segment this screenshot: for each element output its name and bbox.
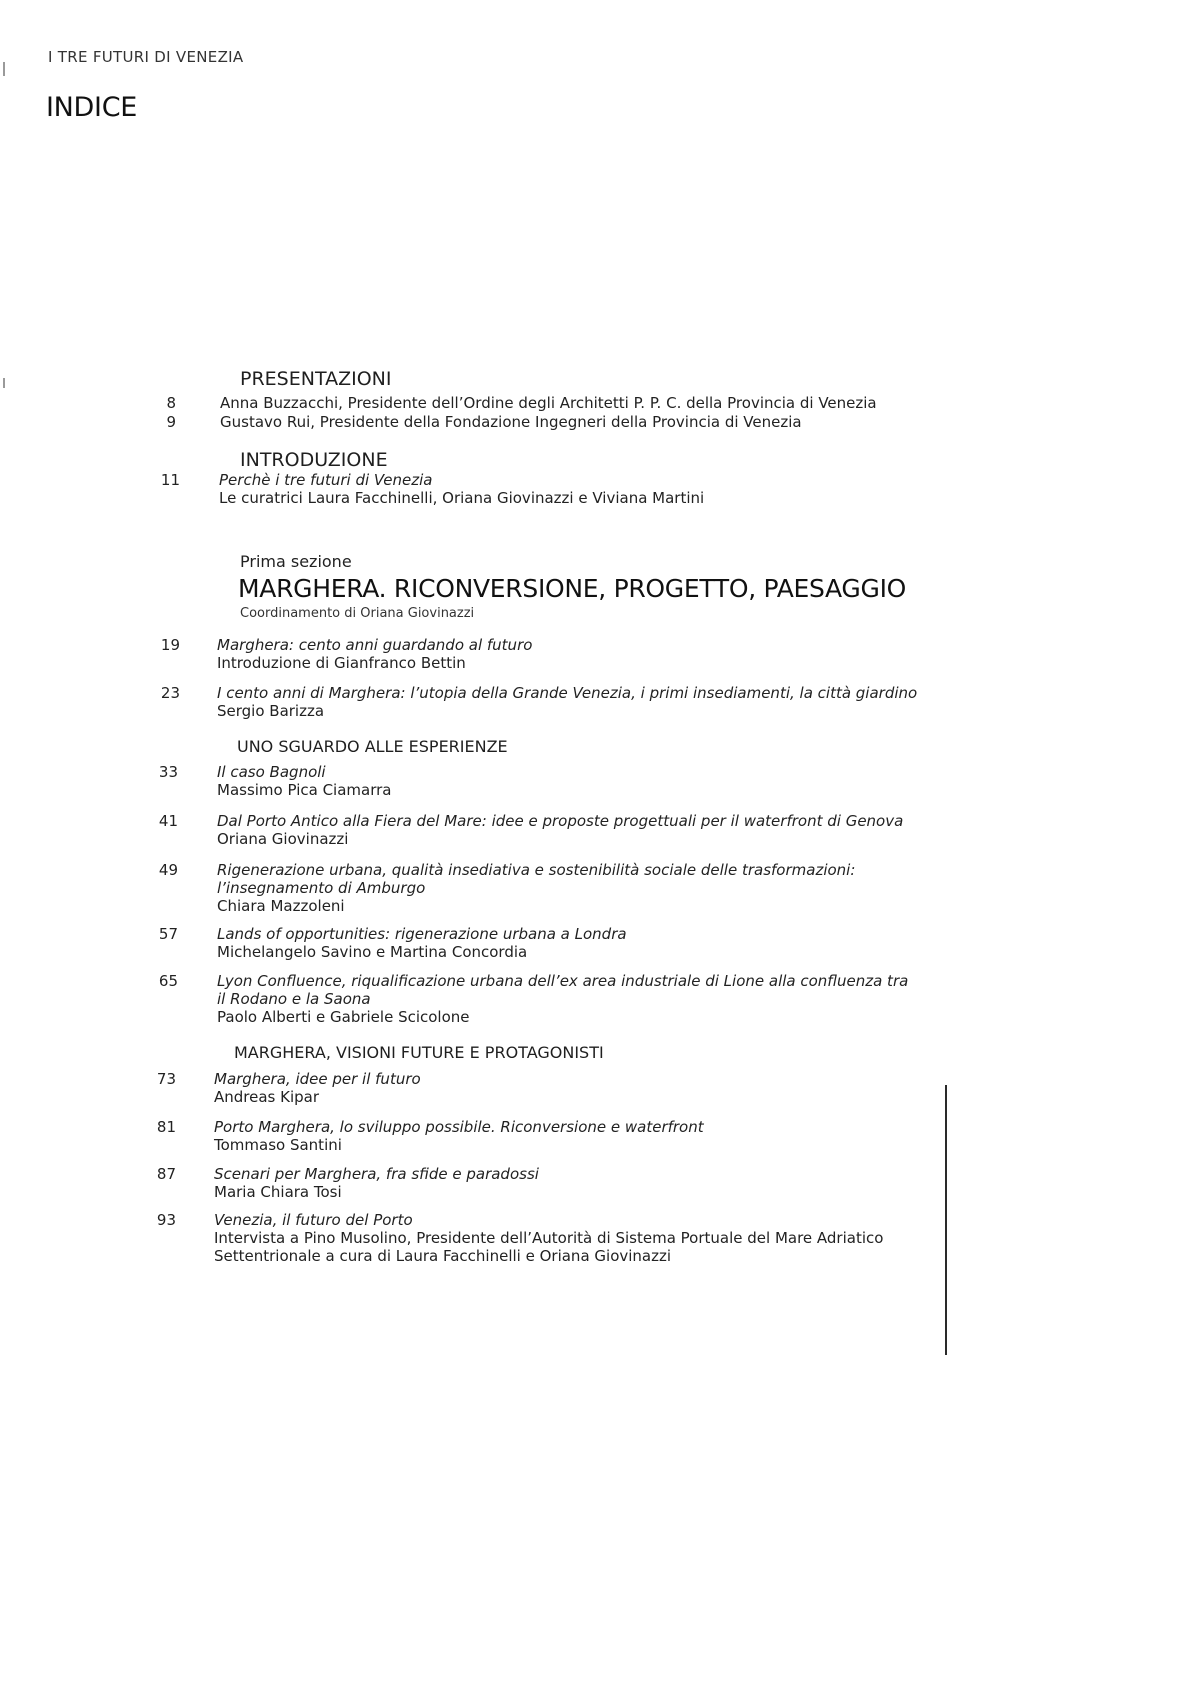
entry-author: Paolo Alberti e Gabriele Scicolone [217,1008,470,1026]
section-title: MARGHERA. RICONVERSIONE, PROGETTO, PAESAGGIO [238,574,907,603]
heading-visioni: MARGHERA, VISIONI FUTURE E PROTAGONISTI [234,1043,604,1062]
section-coordination: Coordinamento di Oriana Giovinazzi [240,606,475,621]
entry-title: Marghera: cento anni guardando al futuro [217,636,533,654]
entry-line: Anna Buzzacchi, Presidente dell’Ordine degli Architetti P. P. C. della Provincia di Venezia [220,394,877,412]
entry-title: Dal Porto Antico alla Fiera del Mare: idee e proposte progettuali per il waterfront di Genova [217,812,904,830]
entry-author-continued: Settentrionale a cura di Laura Facchinelli e Oriana Giovinazzi [214,1247,672,1265]
entry-title: Lands of opportunities: rigenerazione urbana a Londra [217,925,627,943]
page-number: 9 [166,413,176,431]
entry-title: Venezia, il futuro del Porto [214,1211,413,1229]
entry-title: Scenari per Marghera, fra sfide e paradossi [214,1165,539,1183]
entry-author: Michelangelo Savino e Martina Concordia [217,943,528,961]
page-number: 23 [160,684,180,702]
entry-title: I cento anni di Marghera: l’utopia della Grande Venezia, i primi insediamenti, la città giardino [217,684,918,702]
section-label: Prima sezione [240,552,352,571]
page-title: INDICE [46,92,138,123]
entry-line: Gustavo Rui, Presidente della Fondazione Ingegneri della Provincia di Venezia [220,413,802,431]
entry-author: Sergio Barizza [217,702,325,720]
page-number: 41 [158,812,178,830]
page-number: 33 [158,763,178,781]
entry-title: Lyon Confluence, riqualificazione urbana dell’ex area industriale di Lione alla confluenza tra [217,972,909,990]
entry-author: Introduzione di Gianfranco Bettin [217,654,466,672]
page-number: 19 [160,636,180,654]
entry-title: Il caso Bagnoli [217,763,326,781]
page-number: 87 [156,1165,176,1183]
entry-title: Marghera, idee per il futuro [214,1070,421,1088]
page-number: 49 [158,861,178,879]
page-number: 8 [166,394,176,412]
page-number: 57 [158,925,178,943]
entry-author: Oriana Giovinazzi [217,830,349,848]
entry-author: Andreas Kipar [214,1088,320,1106]
entry-title-continued: il Rodano e la Saona [217,990,371,1008]
entry-title: Porto Marghera, lo sviluppo possibile. Riconversione e waterfront [214,1118,704,1136]
entry-author: Tommaso Santini [214,1136,342,1154]
page-number: 11 [160,471,180,489]
entry-author: Chiara Mazzoleni [217,897,345,915]
entry-title: Rigenerazione urbana, qualità insediativa e sostenibilità sociale delle trasformazioni: [217,861,856,879]
entry-author: Massimo Pica Ciamarra [217,781,392,799]
page-number: 93 [156,1211,176,1229]
page-number: 81 [156,1118,176,1136]
running-head: I TRE FUTURI DI VENEZIA [48,48,244,66]
entry-title: Perchè i tre futuri di Venezia [219,471,433,489]
heading-esperienze: UNO SGUARDO ALLE ESPERIENZE [237,737,508,756]
heading-introduzione: INTRODUZIONE [240,449,388,471]
entry-title-continued: l’insegnamento di Amburgo [217,879,426,897]
entry-author: Intervista a Pino Musolino, Presidente dell’Autorità di Sistema Portuale del Mare Adriatico [214,1229,884,1247]
page-number: 65 [158,972,178,990]
entry-author: Maria Chiara Tosi [214,1183,342,1201]
page-number: 73 [156,1070,176,1088]
entry-author: Le curatrici Laura Facchinelli, Oriana Giovinazzi e Viviana Martini [219,489,705,507]
heading-presentazioni: PRESENTAZIONI [240,368,392,390]
